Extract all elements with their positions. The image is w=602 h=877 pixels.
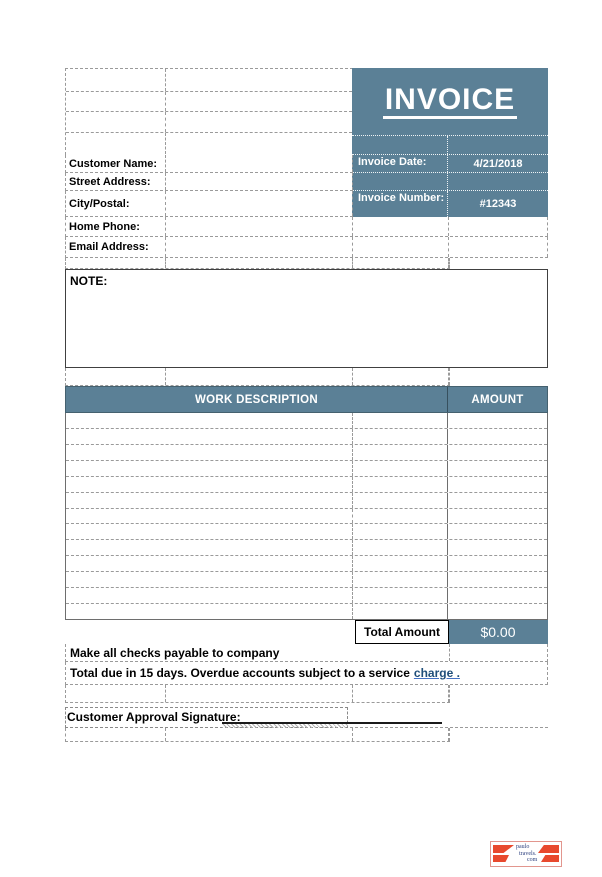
signature-label: Customer Approval Signature: xyxy=(67,710,241,724)
city-postal-label: City/Postal: xyxy=(66,191,166,216)
work-mid-cell[interactable] xyxy=(353,493,448,508)
email-address-label: Email Address: xyxy=(66,237,166,257)
customer-name-input[interactable] xyxy=(166,155,353,172)
city-postal-input[interactable] xyxy=(166,191,353,216)
invoice-date-row xyxy=(352,155,548,173)
work-mid-cell[interactable] xyxy=(353,429,448,444)
invoice-header-block xyxy=(352,68,548,217)
logo-text-line1: paulo xyxy=(516,844,530,850)
work-mid-cell[interactable] xyxy=(353,588,448,603)
empty-row xyxy=(65,728,450,742)
work-amount-cell[interactable] xyxy=(448,604,547,619)
work-description-header: WORK DESCRIPTION xyxy=(66,387,448,412)
empty-cell[interactable] xyxy=(66,133,166,154)
charge-link[interactable]: charge . xyxy=(413,666,460,680)
home-phone-label: Home Phone: xyxy=(66,217,166,236)
empty-cell[interactable] xyxy=(449,237,548,257)
amount-header: AMOUNT xyxy=(471,393,524,406)
work-amount-cell[interactable] xyxy=(448,524,547,539)
work-description-cell[interactable] xyxy=(66,524,353,539)
work-mid-cell[interactable] xyxy=(353,413,448,428)
home-phone-input[interactable] xyxy=(166,217,353,236)
logo-text xyxy=(491,844,561,864)
checks-note-text: Make all checks payable to company xyxy=(70,645,280,660)
top-empty-grid xyxy=(65,68,353,155)
work-amount-cell[interactable] xyxy=(448,477,547,492)
work-mid-cell[interactable] xyxy=(353,604,448,619)
checks-note-row xyxy=(65,644,548,662)
note-label: NOTE: xyxy=(70,274,108,288)
paulo-travels-logo xyxy=(490,841,562,867)
total-amount-value[interactable]: $0.00 xyxy=(448,620,548,644)
work-description-cell[interactable] xyxy=(66,493,353,508)
field-row-city-postal xyxy=(65,191,353,217)
work-row xyxy=(66,509,547,525)
work-row xyxy=(66,604,547,619)
invoice-header-empty-row xyxy=(352,136,548,155)
field-row-home-phone xyxy=(65,217,548,237)
work-description-cell[interactable] xyxy=(66,413,353,428)
empty-cell[interactable] xyxy=(166,92,352,111)
empty-cell[interactable] xyxy=(166,69,352,91)
work-description-cell[interactable] xyxy=(66,540,353,555)
work-table-header xyxy=(65,386,548,413)
signature-row xyxy=(65,703,548,728)
email-address-input[interactable] xyxy=(166,237,353,257)
work-amount-cell[interactable] xyxy=(448,461,547,476)
work-row xyxy=(66,413,547,429)
work-mid-cell[interactable] xyxy=(353,572,448,587)
work-amount-cell[interactable] xyxy=(448,540,547,555)
due-note-text: Total due in 15 days. Overdue accounts subject to a service xyxy=(70,666,410,680)
work-description-cell[interactable] xyxy=(66,509,353,524)
empty-row xyxy=(65,685,450,703)
work-row xyxy=(66,556,547,572)
work-row xyxy=(66,461,547,477)
work-description-cell[interactable] xyxy=(66,461,353,476)
street-address-input[interactable] xyxy=(166,173,353,190)
field-row-street-address xyxy=(65,173,353,191)
work-mid-cell[interactable] xyxy=(353,477,448,492)
invoice-title: INVOICE xyxy=(383,84,517,120)
work-mid-cell[interactable] xyxy=(353,445,448,460)
empty-cell[interactable] xyxy=(66,69,166,91)
work-row xyxy=(66,493,547,509)
work-row xyxy=(66,429,547,445)
invoice-number-value[interactable]: #12343 xyxy=(479,198,517,210)
empty-cell[interactable] xyxy=(166,112,352,132)
customer-name-label: Customer Name: xyxy=(66,155,166,172)
work-mid-cell[interactable] xyxy=(353,540,448,555)
work-description-cell[interactable] xyxy=(66,429,353,444)
work-rows xyxy=(65,413,548,620)
work-row xyxy=(66,588,547,604)
empty-row xyxy=(65,368,450,386)
empty-cell[interactable] xyxy=(353,237,449,257)
field-row-customer-name xyxy=(65,155,353,173)
work-mid-cell[interactable] xyxy=(353,509,448,524)
total-amount-label: Total Amount xyxy=(355,620,449,644)
work-row xyxy=(66,445,547,461)
work-description-cell[interactable] xyxy=(66,604,353,619)
due-note-row xyxy=(65,662,548,685)
work-description-cell[interactable] xyxy=(66,588,353,603)
logo-text-line3: com xyxy=(527,857,538,863)
work-amount-cell[interactable] xyxy=(448,556,547,571)
empty-cell[interactable] xyxy=(353,217,449,236)
empty-cell[interactable] xyxy=(166,133,352,154)
empty-cell[interactable] xyxy=(449,217,548,236)
empty-cell[interactable] xyxy=(66,112,166,132)
work-amount-cell[interactable] xyxy=(448,493,547,508)
invoice-number-row xyxy=(352,191,548,217)
work-amount-cell[interactable] xyxy=(448,588,547,603)
work-amount-cell[interactable] xyxy=(448,445,547,460)
invoice-number-label: Invoice Number: xyxy=(352,191,448,217)
street-address-label: Street Address: xyxy=(66,173,166,190)
work-description-cell[interactable] xyxy=(66,572,353,587)
invoice-date-label: Invoice Date: xyxy=(352,155,448,172)
work-description-cell[interactable] xyxy=(66,477,353,492)
work-row xyxy=(66,524,547,540)
work-mid-cell[interactable] xyxy=(353,461,448,476)
work-amount-cell[interactable] xyxy=(448,509,547,524)
work-description-cell[interactable] xyxy=(66,445,353,460)
work-row xyxy=(66,572,547,588)
signature-line[interactable] xyxy=(222,707,442,724)
empty-row xyxy=(65,258,450,269)
work-description-cell[interactable] xyxy=(66,556,353,571)
invoice-title-cell xyxy=(352,68,548,136)
note-box[interactable] xyxy=(65,269,548,368)
logo-text-line2: travels. xyxy=(519,850,537,857)
empty-cell[interactable] xyxy=(66,92,166,111)
work-row xyxy=(66,540,547,556)
invoice-date-value[interactable]: 4/21/2018 xyxy=(473,157,523,170)
field-row-email-address xyxy=(65,237,548,258)
work-amount-cell[interactable] xyxy=(448,413,547,428)
invoice-meta-empty-row xyxy=(352,173,548,191)
work-amount-cell[interactable] xyxy=(448,429,547,444)
work-amount-cell[interactable] xyxy=(448,572,547,587)
work-row xyxy=(66,477,547,493)
work-mid-cell[interactable] xyxy=(353,556,448,571)
work-mid-cell[interactable] xyxy=(353,524,448,539)
